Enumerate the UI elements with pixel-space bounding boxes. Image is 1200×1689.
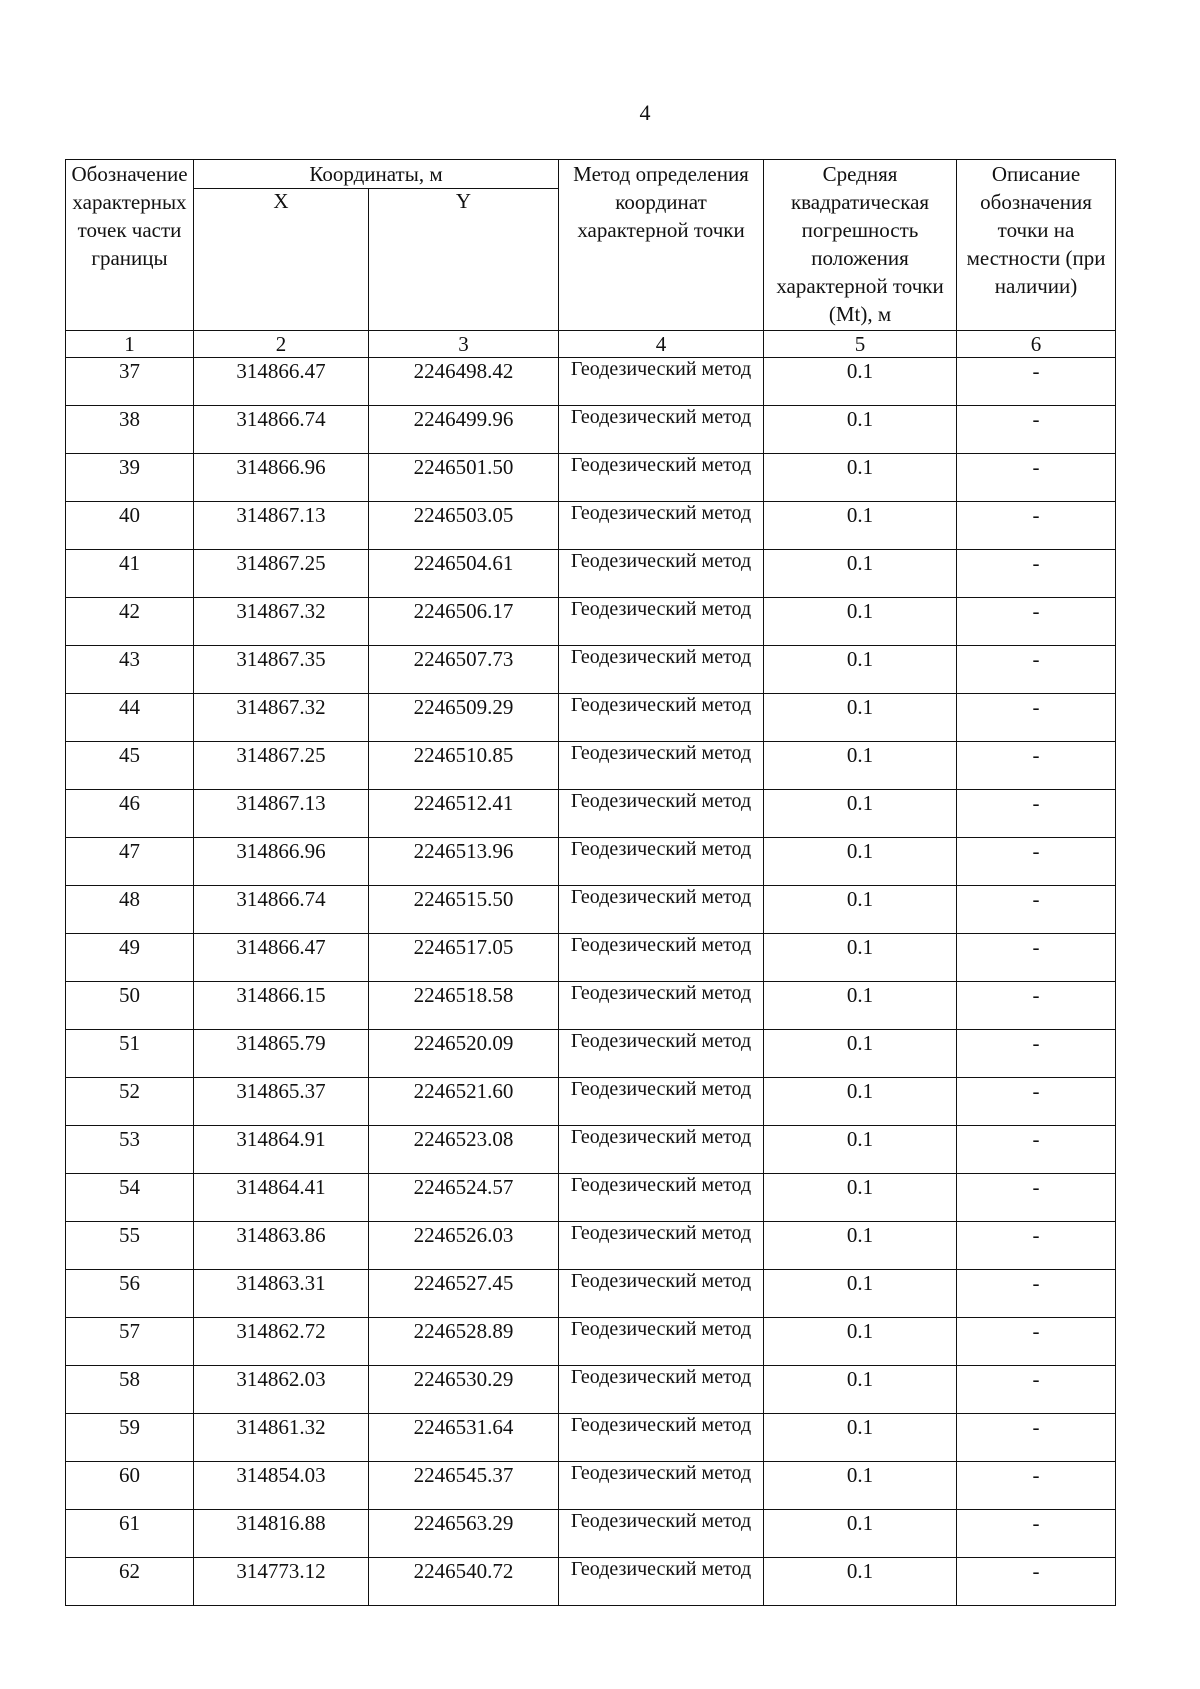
x-coordinate-cell: 314863.31: [194, 1270, 369, 1318]
table-row: [66, 598, 1116, 646]
column-number: 3: [369, 331, 559, 358]
method-cell: Геодезический метод: [559, 358, 764, 406]
table-row: [66, 1126, 1116, 1174]
y-coordinate-cell: 2246527.45: [369, 1270, 559, 1318]
table-row: [66, 934, 1116, 982]
error-cell: 0.1: [764, 646, 957, 694]
point-id-cell: 39: [66, 454, 194, 502]
y-coordinate-cell: 2246513.96: [369, 838, 559, 886]
error-cell: 0.1: [764, 838, 957, 886]
method-cell: Геодезический метод: [559, 982, 764, 1030]
point-id-cell: 53: [66, 1126, 194, 1174]
point-id-cell: 46: [66, 790, 194, 838]
point-id-cell: 48: [66, 886, 194, 934]
column-number: 2: [194, 331, 369, 358]
description-cell: -: [957, 406, 1116, 454]
method-cell: Геодезический метод: [559, 1222, 764, 1270]
description-cell: -: [957, 1462, 1116, 1510]
point-id-cell: 57: [66, 1318, 194, 1366]
description-cell: -: [957, 934, 1116, 982]
y-coordinate-cell: 2246530.29: [369, 1366, 559, 1414]
y-coordinate-cell: 2246528.89: [369, 1318, 559, 1366]
x-coordinate-cell: 314867.35: [194, 646, 369, 694]
method-cell: Геодезический метод: [559, 1078, 764, 1126]
point-id-cell: 61: [66, 1510, 194, 1558]
y-coordinate-cell: 2246540.72: [369, 1558, 559, 1606]
error-cell: 0.1: [764, 982, 957, 1030]
x-coordinate-cell: 314867.25: [194, 742, 369, 790]
description-cell: -: [957, 1030, 1116, 1078]
column-number: 6: [957, 331, 1116, 358]
error-cell: 0.1: [764, 1078, 957, 1126]
method-cell: Геодезический метод: [559, 790, 764, 838]
x-coordinate-cell: 314854.03: [194, 1462, 369, 1510]
error-cell: 0.1: [764, 406, 957, 454]
x-coordinate-cell: 314773.12: [194, 1558, 369, 1606]
description-cell: -: [957, 838, 1116, 886]
method-cell: Геодезический метод: [559, 1558, 764, 1606]
column-number: 1: [66, 331, 194, 358]
x-coordinate-cell: 314866.96: [194, 838, 369, 886]
x-coordinate-cell: 314867.13: [194, 502, 369, 550]
table-row: [66, 1414, 1116, 1462]
method-cell: Геодезический метод: [559, 742, 764, 790]
method-cell: Геодезический метод: [559, 1366, 764, 1414]
error-cell: 0.1: [764, 502, 957, 550]
description-cell: -: [957, 502, 1116, 550]
point-id-cell: 51: [66, 1030, 194, 1078]
table-row: [66, 454, 1116, 502]
description-cell: -: [957, 742, 1116, 790]
point-id-cell: 55: [66, 1222, 194, 1270]
description-cell: -: [957, 1270, 1116, 1318]
column-numbers-row: [66, 331, 1116, 358]
y-coordinate-cell: 2246545.37: [369, 1462, 559, 1510]
point-id-cell: 52: [66, 1078, 194, 1126]
method-cell: Геодезический метод: [559, 550, 764, 598]
y-coordinate-cell: 2246510.85: [369, 742, 559, 790]
description-cell: -: [957, 1174, 1116, 1222]
method-cell: Геодезический метод: [559, 646, 764, 694]
point-id-cell: 60: [66, 1462, 194, 1510]
description-cell: -: [957, 694, 1116, 742]
point-id-cell: 56: [66, 1270, 194, 1318]
method-cell: Геодезический метод: [559, 838, 764, 886]
error-cell: 0.1: [764, 358, 957, 406]
column-number: 4: [559, 331, 764, 358]
x-coordinate-cell: 314861.32: [194, 1414, 369, 1462]
table-row: [66, 1270, 1116, 1318]
y-coordinate-cell: 2246506.17: [369, 598, 559, 646]
x-coordinate-cell: 314865.79: [194, 1030, 369, 1078]
y-coordinate-cell: 2246501.50: [369, 454, 559, 502]
method-cell: Геодезический метод: [559, 502, 764, 550]
error-cell: 0.1: [764, 1510, 957, 1558]
x-coordinate-cell: 314867.25: [194, 550, 369, 598]
x-coordinate-cell: 314862.72: [194, 1318, 369, 1366]
description-cell: -: [957, 1414, 1116, 1462]
error-cell: 0.1: [764, 550, 957, 598]
method-cell: Геодезический метод: [559, 1510, 764, 1558]
x-coordinate-cell: 314866.47: [194, 934, 369, 982]
header-method: Метод определения координат характерной точки: [559, 160, 764, 331]
point-id-cell: 38: [66, 406, 194, 454]
point-id-cell: 42: [66, 598, 194, 646]
table-row: [66, 1318, 1116, 1366]
error-cell: 0.1: [764, 1558, 957, 1606]
table-body: [66, 358, 1116, 1606]
description-cell: -: [957, 454, 1116, 502]
header-y: Y: [369, 189, 559, 331]
error-cell: 0.1: [764, 934, 957, 982]
coordinates-table: [65, 159, 1116, 1606]
error-cell: 0.1: [764, 742, 957, 790]
table-row: [66, 982, 1116, 1030]
description-cell: -: [957, 790, 1116, 838]
method-cell: Геодезический метод: [559, 1462, 764, 1510]
description-cell: -: [957, 598, 1116, 646]
y-coordinate-cell: 2246504.61: [369, 550, 559, 598]
x-coordinate-cell: 314862.03: [194, 1366, 369, 1414]
error-cell: 0.1: [764, 1414, 957, 1462]
error-cell: 0.1: [764, 1366, 957, 1414]
description-cell: -: [957, 646, 1116, 694]
method-cell: Геодезический метод: [559, 1318, 764, 1366]
error-cell: 0.1: [764, 454, 957, 502]
y-coordinate-cell: 2246507.73: [369, 646, 559, 694]
y-coordinate-cell: 2246518.58: [369, 982, 559, 1030]
method-cell: Геодезический метод: [559, 1126, 764, 1174]
table-row: [66, 550, 1116, 598]
table-row: [66, 838, 1116, 886]
description-cell: -: [957, 1366, 1116, 1414]
header-x: X: [194, 189, 369, 331]
description-cell: -: [957, 886, 1116, 934]
method-cell: Геодезический метод: [559, 454, 764, 502]
page-number: 4: [639, 100, 651, 125]
x-coordinate-cell: 314865.37: [194, 1078, 369, 1126]
point-id-cell: 44: [66, 694, 194, 742]
method-cell: Геодезический метод: [559, 406, 764, 454]
point-id-cell: 50: [66, 982, 194, 1030]
point-id-cell: 40: [66, 502, 194, 550]
header-description: Описание обозначения точки на местности (при наличии): [957, 160, 1116, 331]
error-cell: 0.1: [764, 598, 957, 646]
y-coordinate-cell: 2246512.41: [369, 790, 559, 838]
x-coordinate-cell: 314867.13: [194, 790, 369, 838]
description-cell: -: [957, 358, 1116, 406]
method-cell: Геодезический метод: [559, 598, 764, 646]
x-coordinate-cell: 314867.32: [194, 694, 369, 742]
method-cell: Геодезический метод: [559, 1174, 764, 1222]
error-cell: 0.1: [764, 1270, 957, 1318]
x-coordinate-cell: 314864.41: [194, 1174, 369, 1222]
method-cell: Геодезический метод: [559, 694, 764, 742]
error-cell: 0.1: [764, 1222, 957, 1270]
table-header: [66, 160, 1116, 358]
header-designation: Обозначение характерных точек части границы: [66, 160, 194, 331]
header-error: Средняя квадратическая погрешность положения характерной точки (Mt), м: [764, 160, 957, 331]
y-coordinate-cell: 2246499.96: [369, 406, 559, 454]
point-id-cell: 49: [66, 934, 194, 982]
y-coordinate-cell: 2246503.05: [369, 502, 559, 550]
table-row: [66, 742, 1116, 790]
table-row: [66, 790, 1116, 838]
description-cell: -: [957, 1510, 1116, 1558]
x-coordinate-cell: 314866.15: [194, 982, 369, 1030]
x-coordinate-cell: 314867.32: [194, 598, 369, 646]
table-row: [66, 694, 1116, 742]
header-coordinates: Координаты, м: [194, 160, 559, 189]
description-cell: -: [957, 1318, 1116, 1366]
y-coordinate-cell: 2246498.42: [369, 358, 559, 406]
y-coordinate-cell: 2246515.50: [369, 886, 559, 934]
column-number: 5: [764, 331, 957, 358]
point-id-cell: 62: [66, 1558, 194, 1606]
table-row: [66, 646, 1116, 694]
x-coordinate-cell: 314863.86: [194, 1222, 369, 1270]
y-coordinate-cell: 2246563.29: [369, 1510, 559, 1558]
table-row: [66, 886, 1116, 934]
point-id-cell: 37: [66, 358, 194, 406]
description-cell: -: [957, 1126, 1116, 1174]
y-coordinate-cell: 2246517.05: [369, 934, 559, 982]
point-id-cell: 43: [66, 646, 194, 694]
y-coordinate-cell: 2246509.29: [369, 694, 559, 742]
description-cell: -: [957, 1078, 1116, 1126]
y-coordinate-cell: 2246520.09: [369, 1030, 559, 1078]
method-cell: Геодезический метод: [559, 886, 764, 934]
description-cell: -: [957, 550, 1116, 598]
y-coordinate-cell: 2246526.03: [369, 1222, 559, 1270]
method-cell: Геодезический метод: [559, 1030, 764, 1078]
x-coordinate-cell: 314866.96: [194, 454, 369, 502]
error-cell: 0.1: [764, 1030, 957, 1078]
method-cell: Геодезический метод: [559, 1270, 764, 1318]
table-row: [66, 1558, 1116, 1606]
table-row: [66, 1510, 1116, 1558]
table-row: [66, 1174, 1116, 1222]
y-coordinate-cell: 2246523.08: [369, 1126, 559, 1174]
table-row: [66, 1078, 1116, 1126]
table-row: [66, 502, 1116, 550]
error-cell: 0.1: [764, 1174, 957, 1222]
error-cell: 0.1: [764, 790, 957, 838]
table-row: [66, 1462, 1116, 1510]
error-cell: 0.1: [764, 1462, 957, 1510]
description-cell: -: [957, 982, 1116, 1030]
point-id-cell: 54: [66, 1174, 194, 1222]
error-cell: 0.1: [764, 1126, 957, 1174]
table-row: [66, 406, 1116, 454]
x-coordinate-cell: 314866.74: [194, 406, 369, 454]
point-id-cell: 58: [66, 1366, 194, 1414]
error-cell: 0.1: [764, 1318, 957, 1366]
y-coordinate-cell: 2246524.57: [369, 1174, 559, 1222]
point-id-cell: 47: [66, 838, 194, 886]
table-row: [66, 1222, 1116, 1270]
description-cell: -: [957, 1222, 1116, 1270]
table-row: [66, 1030, 1116, 1078]
description-cell: -: [957, 1558, 1116, 1606]
point-id-cell: 45: [66, 742, 194, 790]
error-cell: 0.1: [764, 694, 957, 742]
method-cell: Геодезический метод: [559, 934, 764, 982]
method-cell: Геодезический метод: [559, 1414, 764, 1462]
x-coordinate-cell: 314816.88: [194, 1510, 369, 1558]
x-coordinate-cell: 314866.74: [194, 886, 369, 934]
y-coordinate-cell: 2246531.64: [369, 1414, 559, 1462]
table-row: [66, 358, 1116, 406]
error-cell: 0.1: [764, 886, 957, 934]
point-id-cell: 41: [66, 550, 194, 598]
x-coordinate-cell: 314864.91: [194, 1126, 369, 1174]
y-coordinate-cell: 2246521.60: [369, 1078, 559, 1126]
x-coordinate-cell: 314866.47: [194, 358, 369, 406]
point-id-cell: 59: [66, 1414, 194, 1462]
table-row: [66, 1366, 1116, 1414]
